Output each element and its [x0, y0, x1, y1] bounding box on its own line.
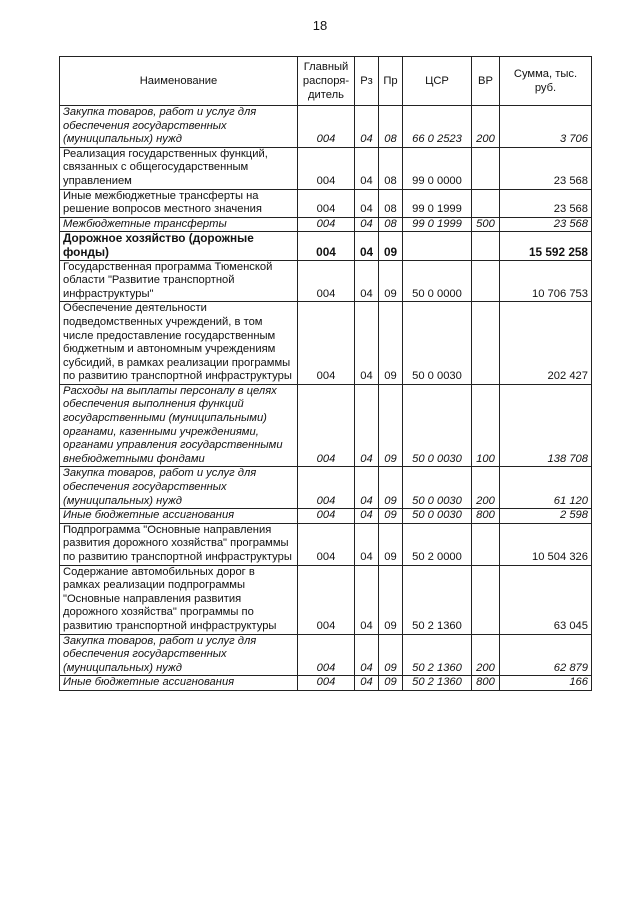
cell-sum: 202 427 [500, 302, 592, 385]
cell-csr: 50 0 0030 [403, 509, 472, 524]
cell-rz: 04 [355, 676, 379, 691]
cell-vr: 500 [472, 217, 500, 232]
header-sum: Сумма, тыс. руб. [500, 57, 592, 106]
cell-pr: 09 [379, 565, 403, 634]
cell-admin: 004 [298, 634, 355, 676]
table-row [60, 232, 592, 260]
cell-rz: 04 [355, 232, 379, 260]
cell-pr: 08 [379, 147, 403, 189]
cell-name: Закупка товаров, работ и услуг для обеспечения государственных (муниципальных) нужд [60, 106, 298, 148]
cell-name: Межбюджетные трансферты [60, 217, 298, 232]
table-header-row [60, 57, 592, 106]
cell-pr: 09 [379, 302, 403, 385]
header-csr: ЦСР [403, 57, 472, 106]
cell-admin: 004 [298, 676, 355, 691]
cell-vr [472, 302, 500, 385]
cell-name: Подпрограмма "Основные направления развития дорожного хозяйства" программы по развитию транспортной инфраструктуры [60, 523, 298, 565]
cell-name: Дорожное хозяйство (дорожные фонды) [60, 232, 298, 260]
cell-admin: 004 [298, 106, 355, 148]
cell-sum: 61 120 [500, 467, 592, 509]
table-row [60, 302, 592, 385]
table-row [60, 634, 592, 676]
table-row [60, 189, 592, 217]
cell-pr: 09 [379, 384, 403, 467]
page-number: 18 [312, 18, 328, 33]
cell-pr: 09 [379, 467, 403, 509]
table-row [60, 217, 592, 232]
header-vr: ВР [472, 57, 500, 106]
cell-name: Реализация государственных функций, связанных с общегосударственным управлением [60, 147, 298, 189]
cell-rz: 04 [355, 260, 379, 302]
cell-admin: 004 [298, 565, 355, 634]
cell-csr: 99 0 1999 [403, 189, 472, 217]
cell-admin: 004 [298, 302, 355, 385]
cell-name: Закупка товаров, работ и услуг для обеспечения государственных (муниципальных) нужд [60, 467, 298, 509]
table-row [60, 676, 592, 691]
cell-pr: 09 [379, 523, 403, 565]
cell-csr: 50 0 0030 [403, 302, 472, 385]
cell-vr: 800 [472, 676, 500, 691]
cell-vr: 200 [472, 467, 500, 509]
cell-sum: 62 879 [500, 634, 592, 676]
cell-admin: 004 [298, 189, 355, 217]
cell-csr: 50 0 0030 [403, 384, 472, 467]
cell-csr: 50 2 1360 [403, 634, 472, 676]
budget-table [59, 56, 592, 691]
cell-vr [472, 189, 500, 217]
cell-rz: 04 [355, 189, 379, 217]
cell-vr: 200 [472, 106, 500, 148]
cell-csr: 50 2 1360 [403, 676, 472, 691]
cell-rz: 04 [355, 509, 379, 524]
cell-sum: 23 568 [500, 189, 592, 217]
cell-sum: 15 592 258 [500, 232, 592, 260]
cell-csr [403, 232, 472, 260]
header-rz: Рз [355, 57, 379, 106]
cell-name: Иные межбюджетные трансферты на решение вопросов местного значения [60, 189, 298, 217]
cell-admin: 004 [298, 147, 355, 189]
cell-admin: 004 [298, 509, 355, 524]
cell-sum: 2 598 [500, 509, 592, 524]
cell-name: Обеспечение деятельности подведомственных учреждений, в том числе предоставление государственным бюджетным и автономным учреждениям субсидий, в рамках реализации программы по развитию транспортной инфраструктуры [60, 302, 298, 385]
cell-sum: 63 045 [500, 565, 592, 634]
cell-pr: 09 [379, 634, 403, 676]
table-row [60, 467, 592, 509]
cell-pr: 09 [379, 676, 403, 691]
cell-pr: 09 [379, 260, 403, 302]
cell-name: Закупка товаров, работ и услуг для обеспечения государственных (муниципальных) нужд [60, 634, 298, 676]
cell-csr: 50 2 1360 [403, 565, 472, 634]
cell-csr: 99 0 0000 [403, 147, 472, 189]
cell-sum: 23 568 [500, 147, 592, 189]
cell-rz: 04 [355, 523, 379, 565]
header-name: Наименование [60, 57, 298, 106]
cell-rz: 04 [355, 217, 379, 232]
cell-csr: 50 0 0030 [403, 467, 472, 509]
cell-csr: 50 2 0000 [403, 523, 472, 565]
cell-rz: 04 [355, 634, 379, 676]
cell-rz: 04 [355, 147, 379, 189]
cell-vr: 200 [472, 634, 500, 676]
cell-rz: 04 [355, 467, 379, 509]
cell-pr: 09 [379, 232, 403, 260]
table-row [60, 523, 592, 565]
cell-name: Иные бюджетные ассигнования [60, 509, 298, 524]
cell-sum: 3 706 [500, 106, 592, 148]
cell-vr: 800 [472, 509, 500, 524]
cell-sum: 10 504 326 [500, 523, 592, 565]
cell-name: Иные бюджетные ассигнования [60, 676, 298, 691]
table-row [60, 384, 592, 467]
cell-pr: 08 [379, 217, 403, 232]
header-admin: Главный распоря-дитель [298, 57, 355, 106]
cell-admin: 004 [298, 523, 355, 565]
cell-pr: 08 [379, 189, 403, 217]
cell-vr: 100 [472, 384, 500, 467]
cell-csr: 50 0 0000 [403, 260, 472, 302]
cell-csr: 66 0 2523 [403, 106, 472, 148]
table-body [60, 106, 592, 691]
table-row [60, 509, 592, 524]
cell-vr [472, 232, 500, 260]
cell-pr: 08 [379, 106, 403, 148]
cell-name: Содержание автомобильных дорог в рамках реализации подпрограммы "Основные направления развития дорожного хозяйства" программы по развитию транспортной инфраструктуры [60, 565, 298, 634]
cell-admin: 004 [298, 384, 355, 467]
cell-admin: 004 [298, 217, 355, 232]
cell-sum: 138 708 [500, 384, 592, 467]
cell-vr [472, 523, 500, 565]
cell-admin: 004 [298, 467, 355, 509]
cell-rz: 04 [355, 106, 379, 148]
cell-name: Государственная программа Тюменской области "Развитие транспортной инфраструктуры" [60, 260, 298, 302]
cell-pr: 09 [379, 509, 403, 524]
cell-sum: 10 706 753 [500, 260, 592, 302]
cell-rz: 04 [355, 384, 379, 467]
cell-vr [472, 565, 500, 634]
cell-admin: 004 [298, 232, 355, 260]
table-row [60, 106, 592, 148]
table-row [60, 147, 592, 189]
cell-rz: 04 [355, 565, 379, 634]
table-row [60, 260, 592, 302]
cell-name: Расходы на выплаты персоналу в целях обеспечения выполнения функций государственными (муниципальными) органами, казенными учреждениями, органами управления государственными внебюджетными фондами [60, 384, 298, 467]
table-row [60, 565, 592, 634]
cell-vr [472, 147, 500, 189]
cell-csr: 99 0 1999 [403, 217, 472, 232]
cell-admin: 004 [298, 260, 355, 302]
cell-rz: 04 [355, 302, 379, 385]
cell-sum: 23 568 [500, 217, 592, 232]
cell-vr [472, 260, 500, 302]
cell-sum: 166 [500, 676, 592, 691]
header-pr: Пр [379, 57, 403, 106]
